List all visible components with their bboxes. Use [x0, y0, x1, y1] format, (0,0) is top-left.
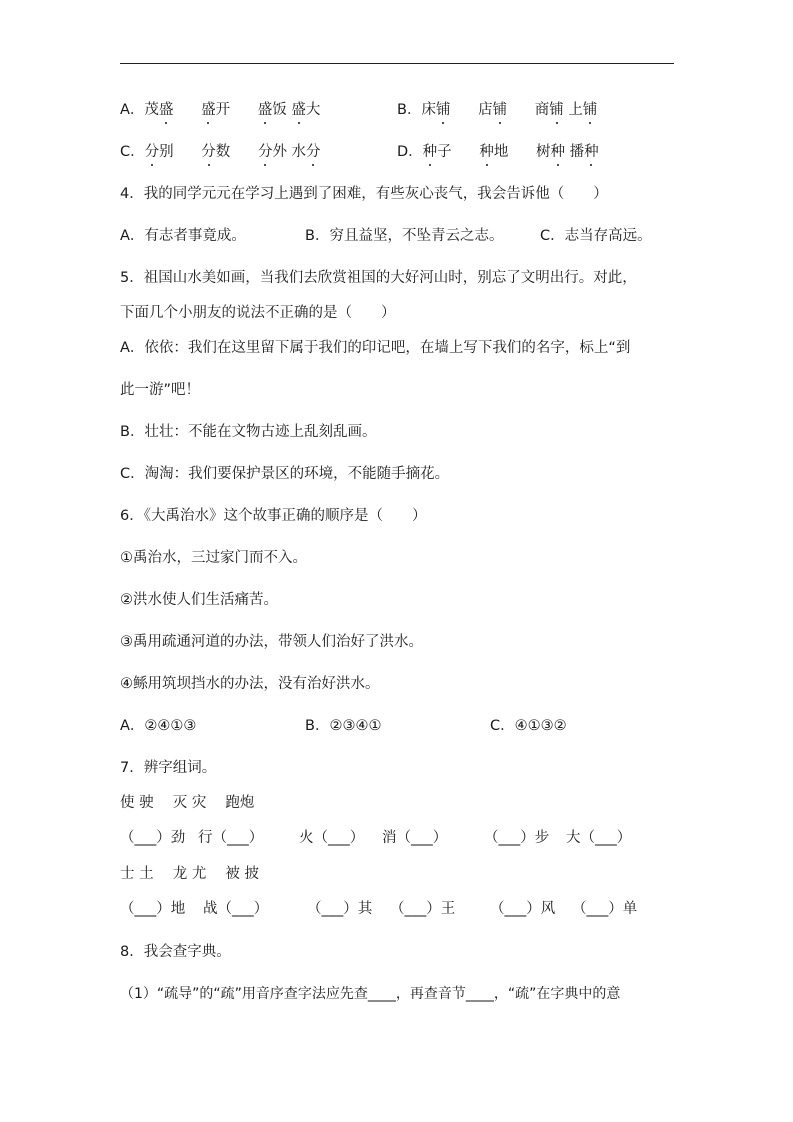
- q5-stem-line1: 5．祖国山水美如画，当我们去欣赏祖国的大好河山时，别忘了文明出行。对此，: [120, 270, 637, 286]
- q7-row2-blank-1: （___）地: [120, 901, 186, 917]
- q6-stem: 6．《大禹治水》这个故事正确的顺序是（ ）: [120, 508, 427, 524]
- dotted-char: 盛: [291, 102, 306, 118]
- q7-row2-blank-5: （___）风: [490, 901, 556, 917]
- dotted-char: 铺: [435, 102, 451, 118]
- dotted-char: 分: [306, 144, 321, 160]
- q7-row2-blank-2: 战（___）: [203, 901, 269, 917]
- dotted-char: 铺: [582, 102, 598, 118]
- header-rule: [120, 63, 674, 64]
- dotted-char: 分: [257, 144, 273, 160]
- q7-row1-blank-6: 大（___）: [566, 830, 632, 846]
- q7-row2-blank-3: （___）其: [307, 901, 373, 917]
- q4-stem: 4．我的同学元元在学习上遇到了困难，有些灰心丧气，我会告诉他（ ）: [120, 186, 608, 202]
- q6-statement-1: ①禹治水，三过家门而不入。: [120, 550, 307, 566]
- dotted-char: 盛: [257, 102, 273, 118]
- q7-row2-blank-4: （___）王: [390, 901, 456, 917]
- q6-option-b: B．②③④①: [305, 718, 382, 734]
- q7-stem: 7．辨字组词。: [120, 760, 217, 776]
- dotted-char: 分: [144, 144, 160, 160]
- q4-option-b: B．穷且益坚，不坠青云之志。: [305, 228, 504, 244]
- dotted-char: 盛: [201, 102, 216, 118]
- q5-option-b: B．壮壮：不能在文物古迹上乱刻乱画。: [120, 424, 377, 440]
- q3-option-d: D．种子 种地 树种 播种: [397, 144, 599, 160]
- dotted-char: 种: [422, 144, 438, 160]
- q6-statement-2: ②洪水使人们生活痛苦。: [120, 592, 278, 608]
- q7-row2-blank-6: （___）单: [572, 901, 638, 917]
- q3-option-a: A．茂盛 盛开 盛饭 盛大: [120, 102, 321, 118]
- q5-option-a-line2: 此一游”吧！: [120, 382, 201, 398]
- dotted-char: 种: [550, 144, 565, 160]
- q7-row1-blank-1: （___）劲: [120, 830, 186, 846]
- q5-option-a-line1: A．依依：我们在这里留下属于我们的印记吧，在墙上写下我们的名字，标上“到: [120, 340, 631, 356]
- q6-option-a: A．②④①③: [120, 718, 197, 734]
- q6-statement-3: ③禹用疏通河道的办法，带领人们治好了洪水。: [120, 634, 423, 650]
- q7-row1-blank-4: 消（___）: [382, 830, 448, 846]
- dotted-char: 种: [584, 144, 599, 160]
- q3-option-c: C．分别 分数 分外 水分: [120, 144, 321, 160]
- q7-row1-chars: 使 驶 灭 灾 跑炮: [120, 795, 255, 811]
- q4-option-c: C．志当存高远。: [540, 228, 652, 244]
- q5-stem-line2: 下面几个小朋友的说法不正确的是（ ）: [120, 305, 396, 321]
- dotted-char: 种: [479, 144, 494, 160]
- q8-sub-1: （1）“疏导”的“疏”用音序查字法应先查____，再查音节____，“疏”在字典中的意: [120, 986, 621, 1002]
- q7-row1-blank-2: 行（___）: [198, 830, 264, 846]
- q8-stem: 8．我会查字典。: [120, 944, 231, 960]
- q7-row1-blank-3: 火（___）: [299, 830, 365, 846]
- dotted-char: 铺: [549, 102, 564, 118]
- q4-option-a: A．有志者事竟成。: [120, 228, 246, 244]
- q6-statement-4: ④鲧用筑坝挡水的办法，没有治好洪水。: [120, 676, 380, 692]
- q6-option-c: C．④①③②: [490, 718, 567, 734]
- q3-option-b: B．床铺 店铺 商铺 上铺: [397, 102, 598, 118]
- dotted-char: 盛: [158, 102, 174, 118]
- dotted-char: 铺: [492, 102, 508, 118]
- dotted-char: 分: [201, 144, 216, 160]
- q7-row2-chars: 士 土 龙 尤 被 披: [120, 866, 260, 882]
- q7-row1-blank-5: （___）步: [484, 830, 550, 846]
- q5-option-c: C．淘淘：我们要保护景区的环境，不能随手摘花。: [120, 466, 450, 482]
